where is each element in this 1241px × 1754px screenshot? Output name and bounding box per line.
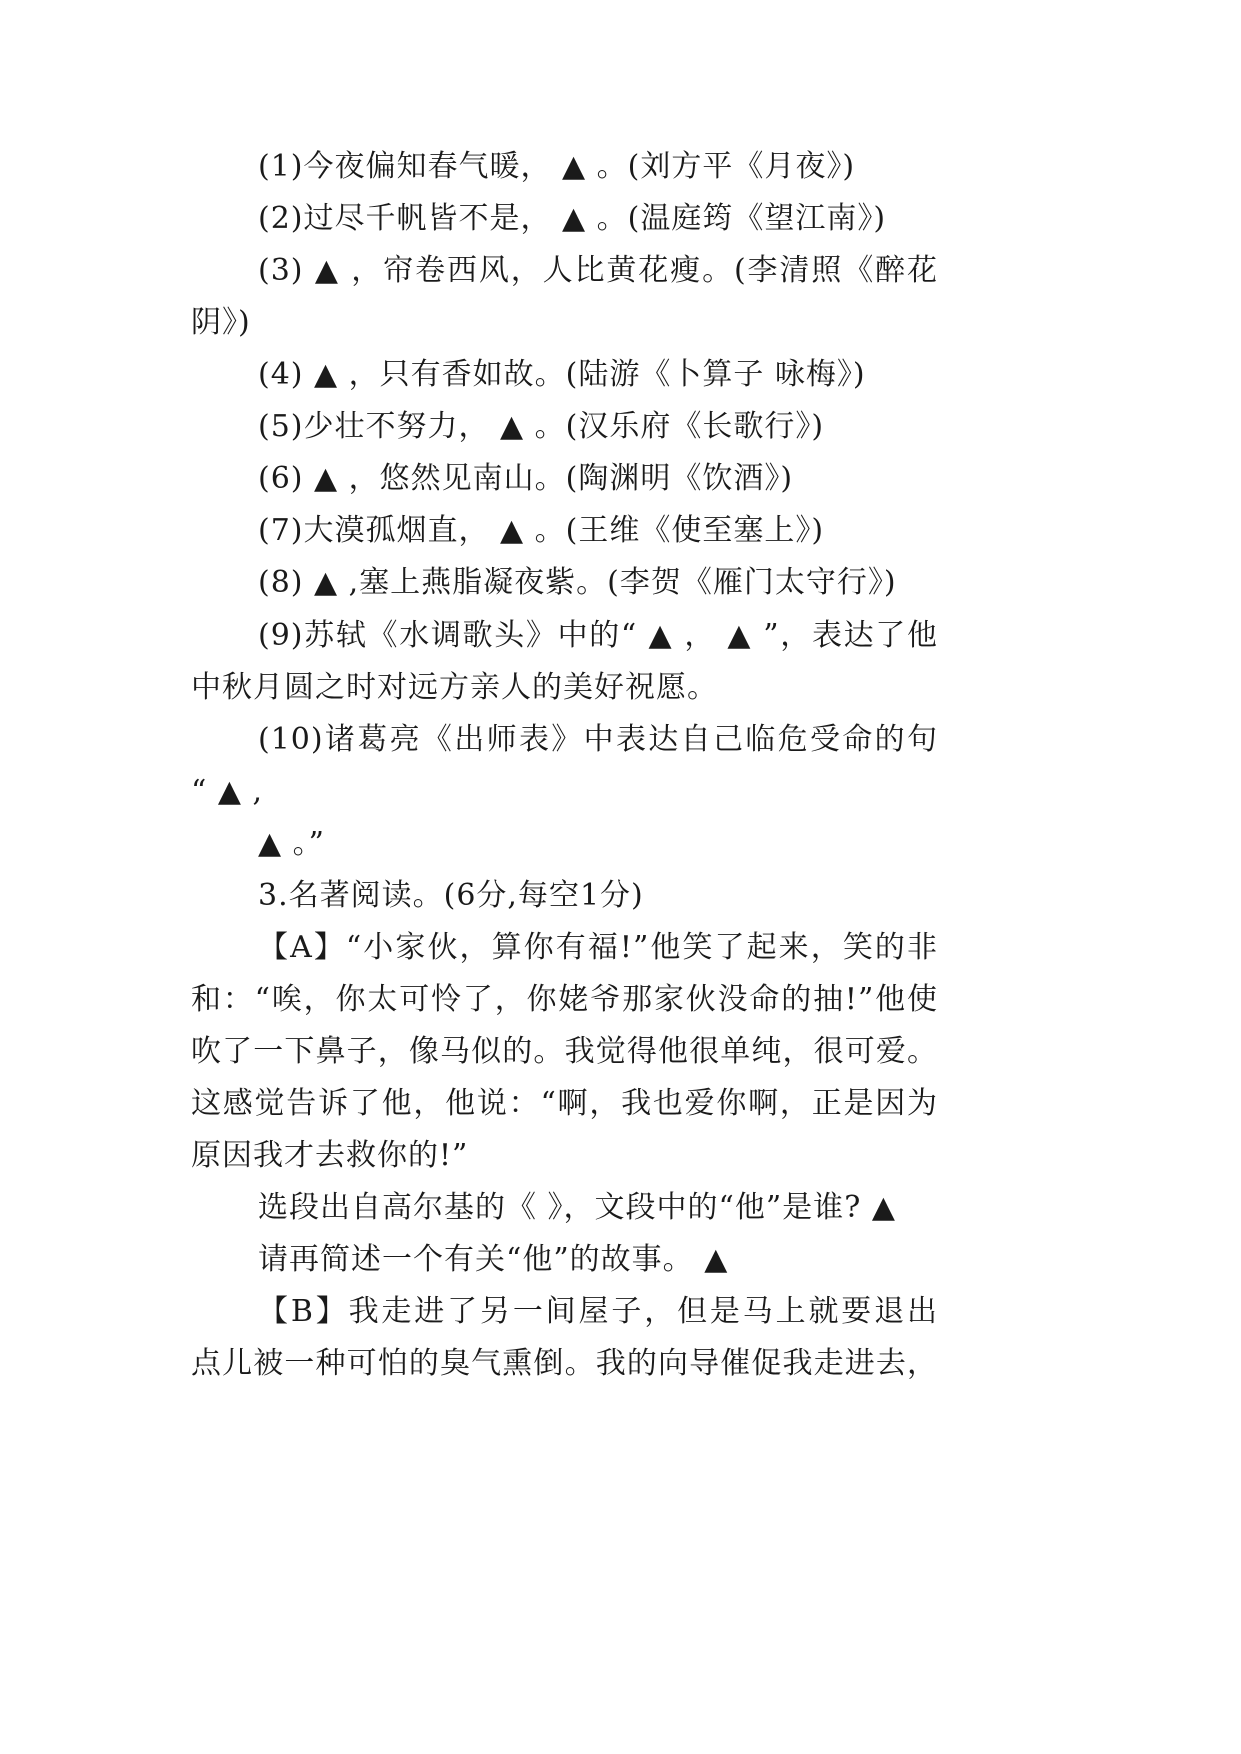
passage-a-line-5: 原因我才去救你的!” <box>191 1138 469 1173</box>
poem-item-10-cont-1: “ ▲ , <box>191 774 264 809</box>
passage-a-line-4: 这感觉告诉了他，他说：“啊，我也爱你啊，正是因为 <box>191 1086 938 1121</box>
passage-b-line-2: 点儿被一种可怕的臭气熏倒。我的向导催促我走进去， <box>191 1346 938 1381</box>
poem-item-4: (4) ▲ ，只有香如故。(陆游《卜算子 咏梅》) <box>258 357 866 392</box>
passage-b-line-1: 【B】我走进了另一间屋子，但是马上就要退出 <box>258 1294 938 1329</box>
section-3-heading: 3.名著阅读。(6分,每空1分) <box>258 878 644 913</box>
question-a-1: 选段出自高尔基的《 》，文段中的“他”是谁? ▲ <box>258 1190 896 1225</box>
poem-item-3-cont: 阴》) <box>191 305 251 340</box>
poem-item-10: (10)诸葛亮《出师表》中表达自己临危受命的句 <box>258 722 938 757</box>
poem-item-1: (1)今夜偏知春气暖， ▲ 。(刘方平《月夜》) <box>258 149 856 184</box>
poem-item-2: (2)过尽千帆皆不是， ▲ 。(温庭筠《望江南》) <box>258 201 887 236</box>
passage-a-line-2: 和：“唉，你太可怜了，你姥爷那家伙没命的抽!”他使 <box>191 982 938 1017</box>
poem-item-5: (5)少壮不努力， ▲ 。(汉乐府《长歌行》) <box>258 409 825 444</box>
poem-item-8: (8) ▲ ,塞上燕脂凝夜紫。(李贺《雁门太守行》) <box>258 565 897 600</box>
passage-a-line-1: 【A】“小家伙，算你有福!”他笑了起来，笑的非 <box>258 930 938 965</box>
poem-item-6: (6) ▲ ，悠然见南山。(陶渊明《饮酒》) <box>258 461 794 496</box>
poem-item-10-cont-2: ▲ 。” <box>258 826 325 861</box>
poem-item-3: (3) ▲ ，帘卷西风，人比黄花瘦。(李清照《醉花 <box>258 253 938 288</box>
passage-a-line-3: 吹了一下鼻子，像马似的。我觉得他很单纯，很可爱。 <box>191 1034 938 1069</box>
question-a-2: 请再简述一个有关“他”的故事。 ▲ <box>258 1242 729 1277</box>
poem-item-9: (9)苏轼《水调歌头》中的“ ▲ ， ▲ ”，表达了他 <box>258 618 938 653</box>
poem-item-7: (7)大漠孤烟直， ▲ 。(王维《使至塞上》) <box>258 513 825 548</box>
poem-item-9-cont: 中秋月圆之时对远方亲人的美好祝愿。 <box>191 670 718 705</box>
